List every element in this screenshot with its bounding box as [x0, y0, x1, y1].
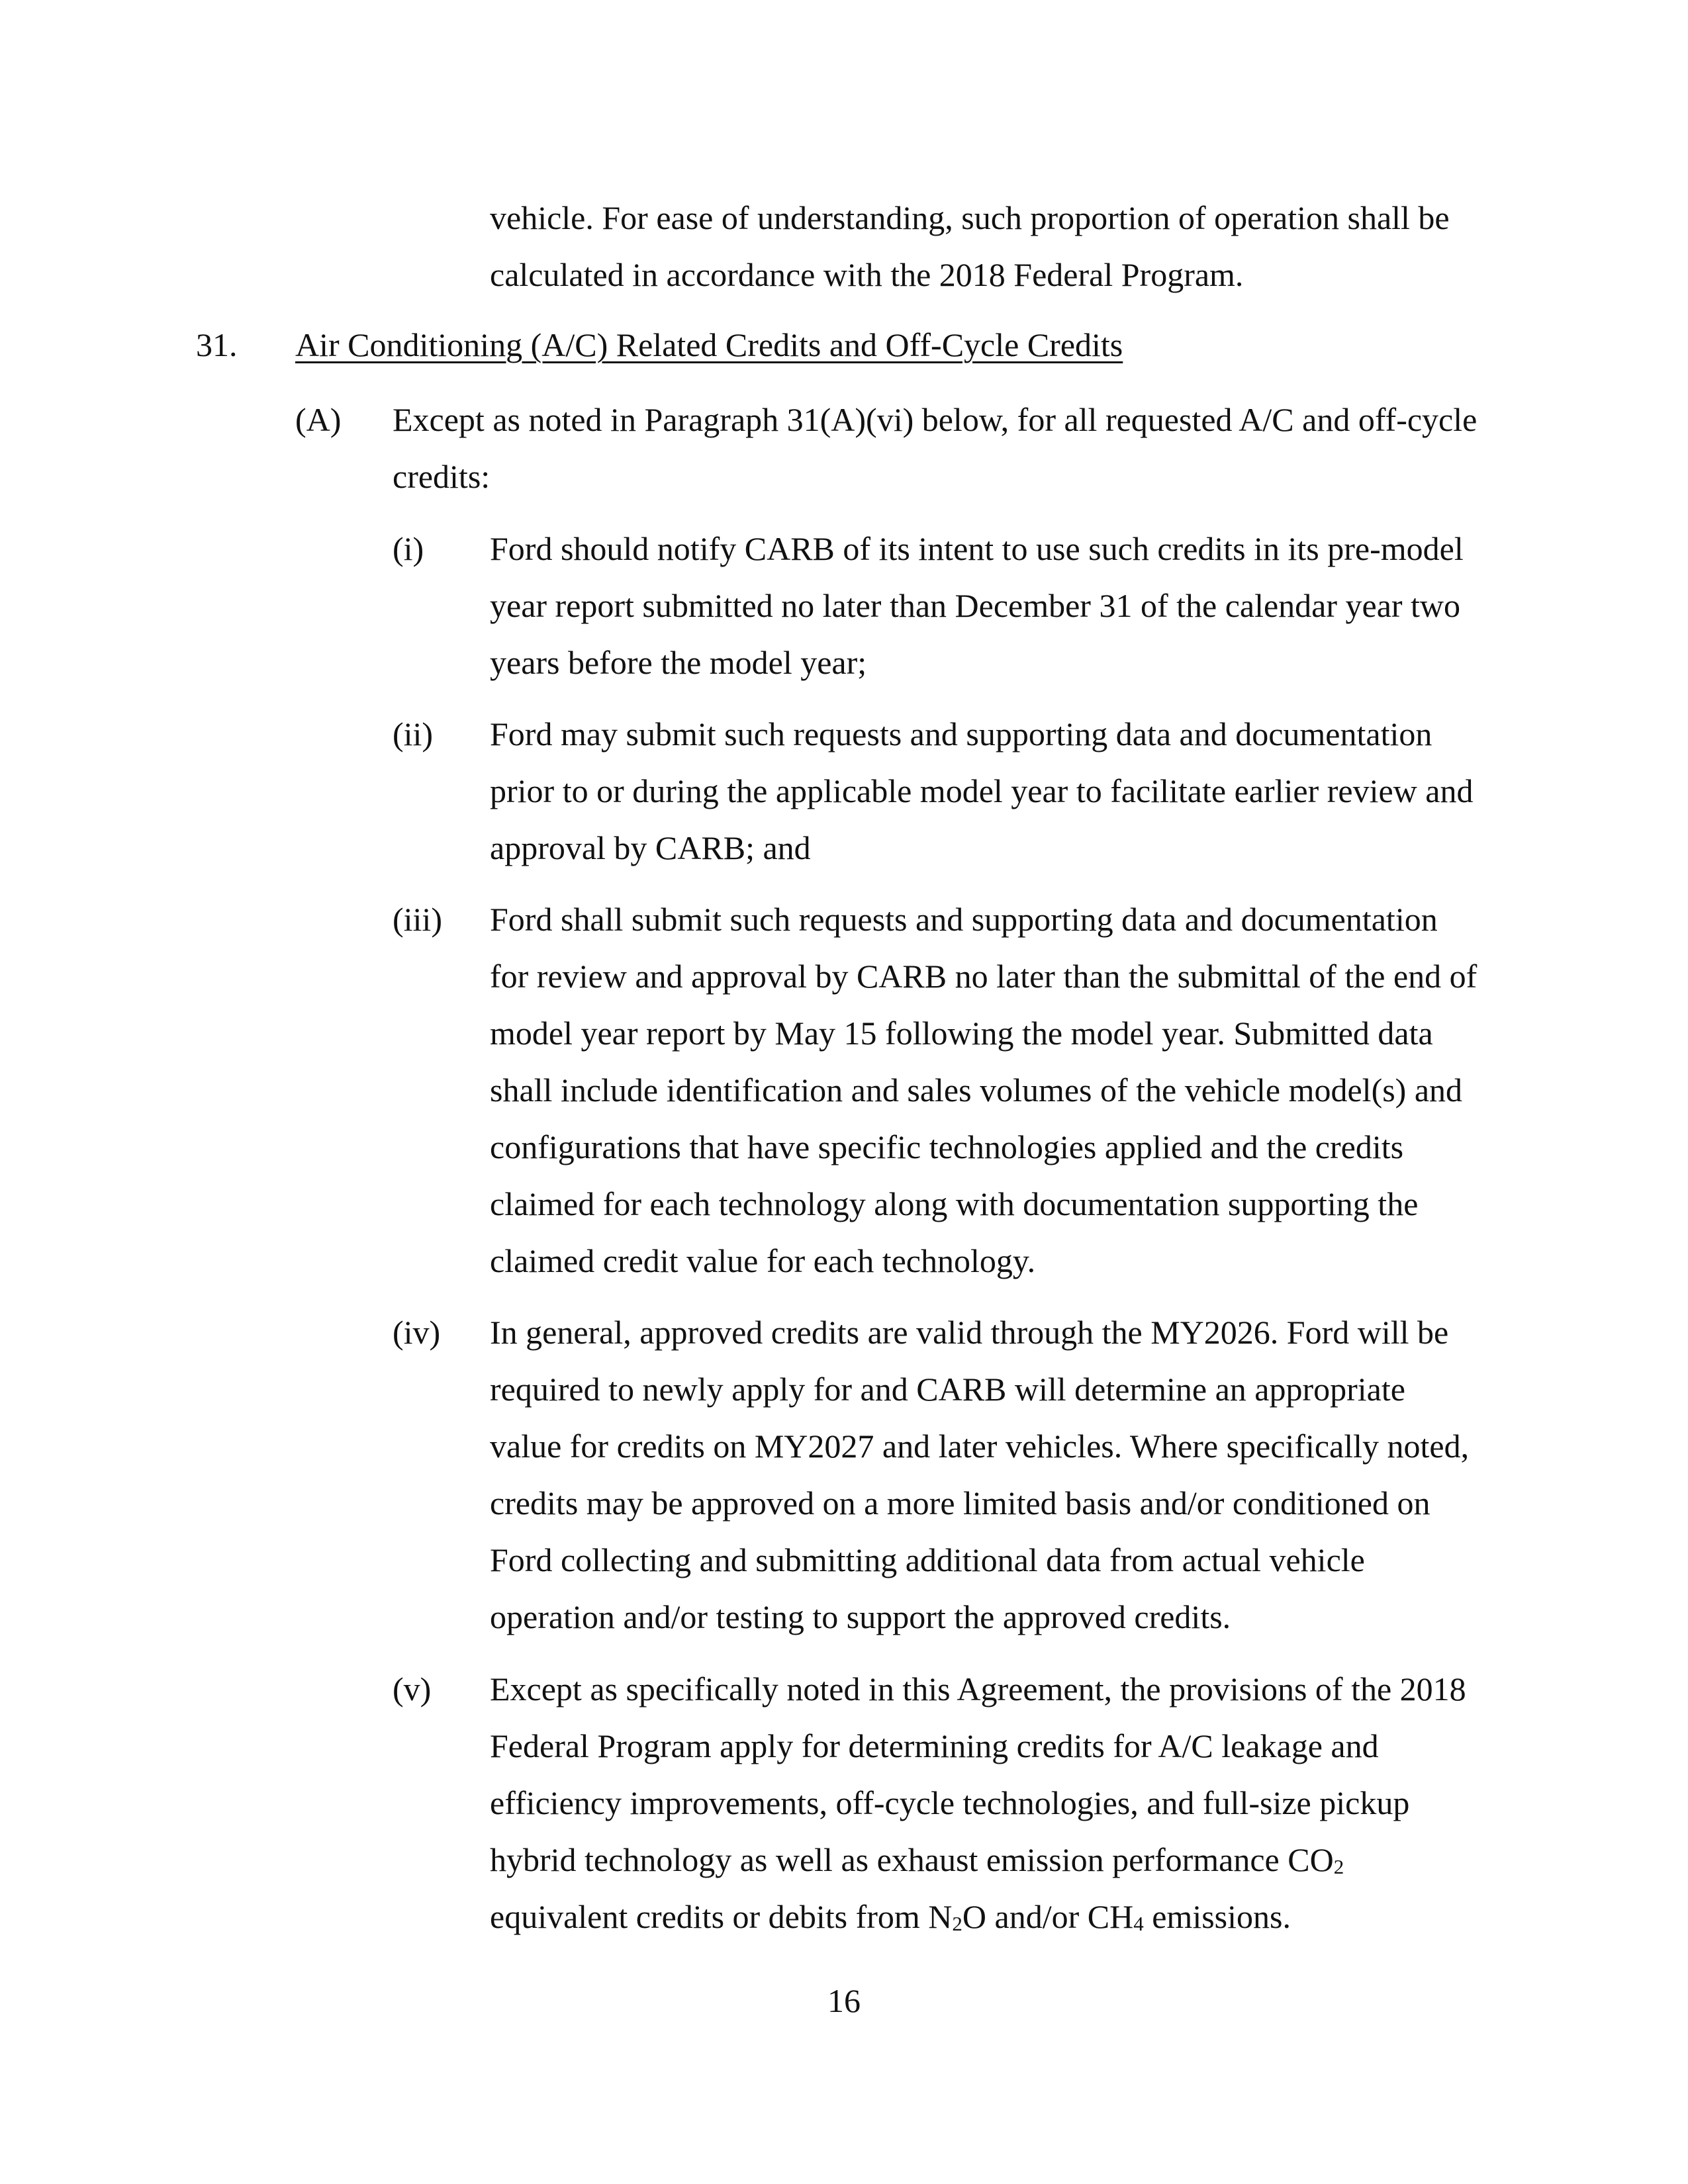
- text-line: configurations that have specific technologies applied and the credits: [490, 1128, 1404, 1165]
- text-line: vehicle. For ease of understanding, such proportion of operation shall be: [490, 199, 1450, 236]
- text-segment: O and/or CH: [962, 1898, 1134, 1935]
- item-iii-text: [490, 891, 1477, 1289]
- subscript: 2: [1333, 1855, 1344, 1878]
- section-number: 31.: [196, 326, 238, 363]
- item-ii-text: [490, 705, 1473, 876]
- subscript: 2: [952, 1912, 962, 1935]
- text-line: operation and/or testing to support the approved credits.: [490, 1598, 1231, 1635]
- text-segment: equivalent credits or debits from N: [490, 1898, 953, 1935]
- item-label: (iii): [393, 901, 442, 938]
- text-segment: hybrid technology as well as exhaust emission performance CO: [490, 1841, 1334, 1878]
- text-line: calculated in accordance with the 2018 Federal Program.: [490, 256, 1244, 293]
- text-line: prior to or during the applicable model year to facilitate earlier review and: [490, 772, 1474, 809]
- subscript: 4: [1133, 1912, 1144, 1935]
- paragraph-label: (A): [295, 401, 342, 438]
- text-line: Ford shall submit such requests and supporting data and documentation: [490, 901, 1438, 938]
- text-line: In general, approved credits are valid through the MY2026. Ford will be: [490, 1314, 1449, 1351]
- text-segment: emissions.: [1143, 1898, 1291, 1935]
- text-line: claimed credit value for each technology.: [490, 1242, 1036, 1279]
- item-label: (v): [393, 1670, 432, 1707]
- text-line: Ford collecting and submitting additional data from actual vehicle: [490, 1541, 1365, 1578]
- text-line: required to newly apply for and CARB will determine an appropriate: [490, 1371, 1405, 1408]
- item-label: (ii): [393, 715, 434, 752]
- text-line: efficiency improvements, off-cycle technologies, and full-size pickup: [490, 1784, 1410, 1821]
- text-line: Ford should notify CARB of its intent to use such credits in its pre-model: [490, 530, 1464, 567]
- text-line: year report submitted no later than December 31 of the calendar year two: [490, 587, 1461, 624]
- text-line: Ford may submit such requests and supporting data and documentation: [490, 715, 1432, 752]
- text-line-with-subscript: [490, 1888, 1466, 1945]
- page-number: 16: [827, 1982, 861, 2019]
- text-line-with-subscript: [490, 1831, 1466, 1888]
- text-line: model year report by May 15 following the model year. Submitted data: [490, 1015, 1433, 1052]
- text-line: credits:: [393, 458, 491, 495]
- text-line: credits may be approved on a more limited basis and/or conditioned on: [490, 1484, 1430, 1522]
- item-label: (iv): [393, 1314, 441, 1351]
- text-line: Except as noted in Paragraph 31(A)(vi) below, for all requested A/C and off-cycle: [393, 401, 1477, 438]
- text-line: years before the model year;: [490, 644, 867, 681]
- text-line: Except as specifically noted in this Agreement, the provisions of the 2018: [490, 1670, 1466, 1707]
- item-iv-text: [490, 1304, 1469, 1645]
- item-v-text: [490, 1661, 1466, 1945]
- text-line: Federal Program apply for determining credits for A/C leakage and: [490, 1727, 1379, 1764]
- text-line: shall include identification and sales volumes of the vehicle model(s) and: [490, 1071, 1463, 1109]
- text-line: approval by CARB; and: [490, 829, 811, 866]
- text-line: claimed for each technology along with documentation supporting the: [490, 1185, 1419, 1222]
- text-line: value for credits on MY2027 and later vehicles. Where specifically noted,: [490, 1428, 1470, 1465]
- item-i-text: [490, 520, 1464, 691]
- item-label: (i): [393, 530, 424, 567]
- section-title: Air Conditioning (A/C) Related Credits and Off-Cycle Credits: [295, 326, 1123, 363]
- text-line: for review and approval by CARB no later than the submittal of the end of: [490, 958, 1477, 995]
- continuation-paragraph: [490, 189, 1450, 303]
- paragraph-a-text: [393, 391, 1477, 505]
